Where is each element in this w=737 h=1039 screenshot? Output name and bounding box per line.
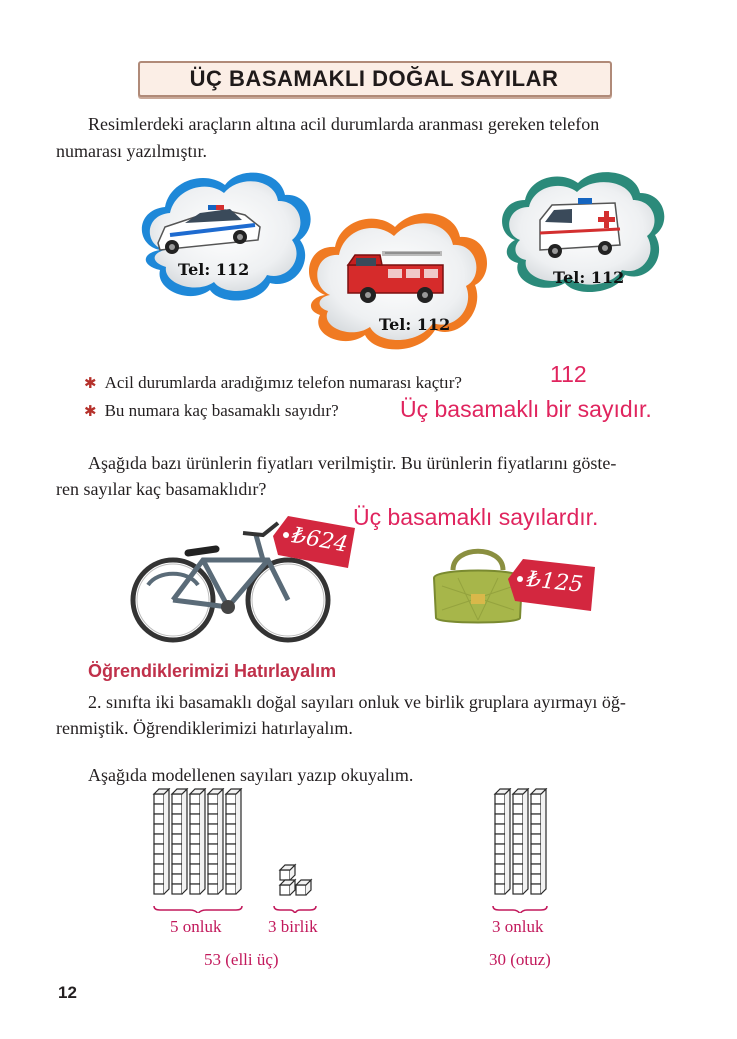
answer-3: Üç basamaklı sayılardır. <box>353 504 599 530</box>
ten-rod <box>190 789 205 894</box>
fire-tel: Tel: 112 <box>379 315 451 334</box>
answer-2: Üç basamaklı bir sayıdır. <box>400 396 652 422</box>
ones-brace-1 <box>274 906 316 913</box>
prices-line-1: Aşağıda bazı ürünlerin fiyatları verilmiştir. Bu ürünlerin fiyatlarını göste- <box>88 453 617 473</box>
model-53 <box>154 789 311 895</box>
base-ten-models <box>150 788 570 913</box>
bag-price: ₺125 <box>525 567 585 598</box>
question-1 <box>84 373 462 393</box>
ambulance-tel: Tel: 112 <box>553 268 625 287</box>
intro-line-1: Resimlerdeki araçların altına acil durumlarda aranması gereken telefon <box>88 114 600 134</box>
remember-line-1: 2. sınıfta iki basamaklı doğal sayıları onluk ve birlik gruplara ayırmayı öğ- <box>88 692 626 712</box>
ten-rod <box>513 789 528 894</box>
answer-1: 112 <box>550 361 587 387</box>
remember-line-3: Aşağıda modellenen sayıları yazıp okuyalım. <box>88 765 414 785</box>
question-1-text: Acil durumlarda aradığımız telefon numarası kaçtır? <box>104 373 462 392</box>
one-cube <box>280 880 295 895</box>
model-1-tens-label: 5 onluk <box>170 917 222 936</box>
prices-line-2: ren sayılar kaç basamaklıdır? <box>56 479 267 499</box>
ten-rod <box>208 789 223 894</box>
model-2-tens-label: 3 onluk <box>492 917 544 936</box>
ten-rod <box>531 789 546 894</box>
remember-line-2: renmiştik. Öğrendiklerimizi hatırlayalım. <box>56 718 353 738</box>
question-2 <box>84 401 339 421</box>
model-1-result: 53 (elli üç) <box>204 950 279 969</box>
ten-rod <box>172 789 187 894</box>
one-cube <box>280 865 295 880</box>
ten-rod <box>226 789 241 894</box>
page-title: ÜÇ BASAMAKLI DOĞAL SAYILAR <box>189 66 559 91</box>
tens-brace-1 <box>154 906 242 913</box>
title-banner <box>134 58 614 98</box>
model-30 <box>495 789 546 894</box>
tens-brace-2 <box>493 906 547 913</box>
police-tel: Tel: 112 <box>178 260 250 279</box>
bicycle-price: ₺624 <box>290 523 350 558</box>
page-number: 12 <box>58 983 77 1002</box>
asterisk-icon: ✱ <box>84 376 97 392</box>
model-1-ones-label: 3 birlik <box>268 917 318 936</box>
ten-rod <box>154 789 169 894</box>
one-cube <box>296 880 311 895</box>
model-2-result: 30 (otuz) <box>489 950 551 969</box>
asterisk-icon: ✱ <box>84 404 97 420</box>
question-2-text: Bu numara kaç basamaklı sayıdır? <box>104 401 339 420</box>
remember-heading: Öğrendiklerimizi Hatırlayalım <box>88 661 337 681</box>
intro-line-2: numarası yazılmıştır. <box>56 141 207 161</box>
ten-rod <box>495 789 510 894</box>
